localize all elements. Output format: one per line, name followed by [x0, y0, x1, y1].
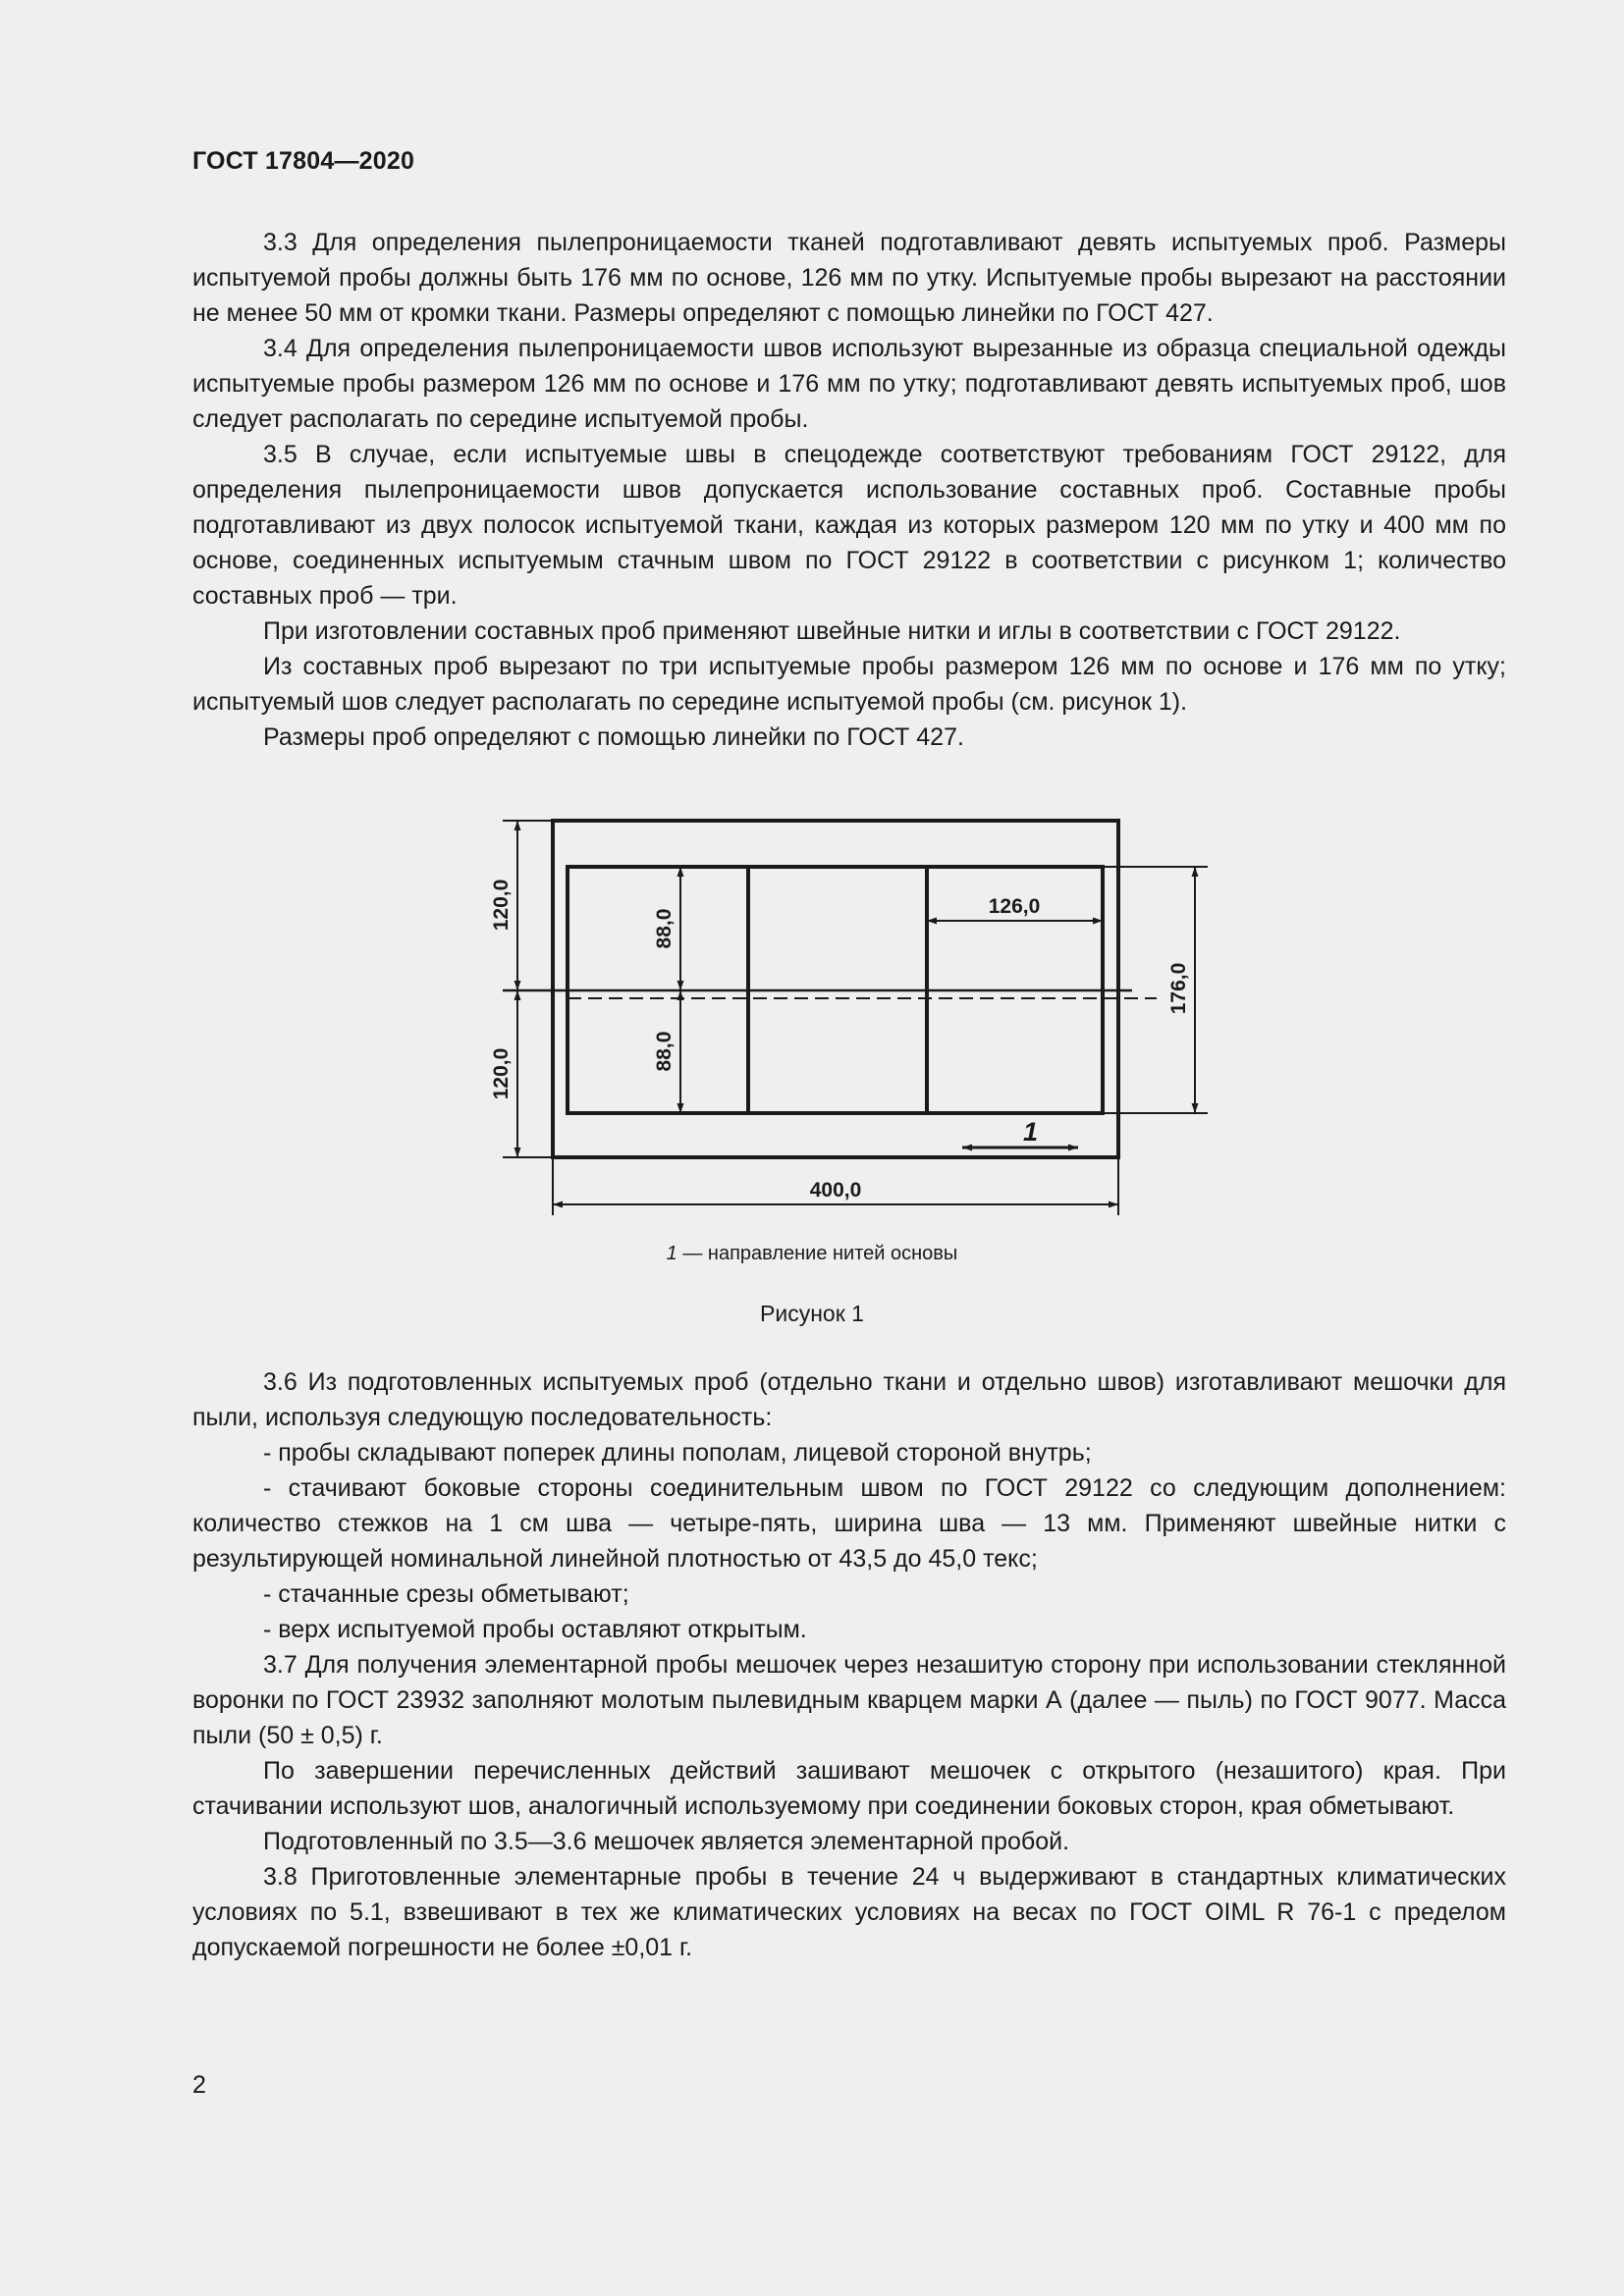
paragraph-3-4: 3.4 Для определения пылепроницаемости швов используют вырезанные из образца специальной одежды испытуемые пробы размером 126 мм по основе и 176 мм по утку; подготавливают девять испытуемых проб, шов следует располагать по середине испытуемой пробы.: [192, 335, 1506, 433]
page-number: 2: [192, 2071, 206, 2099]
figure-legend: [0, 1243, 1624, 1265]
figure-caption: Рисунок 1: [760, 1301, 864, 1326]
paragraph-3-6: 3.6 Из подготовленных испытуемых проб (отдельно ткани и отдельно швов) изготавливают мешочки для пыли, используя следующую последовательность:: [192, 1368, 1506, 1431]
list-item-overcast: - стачанные срезы обметывают;: [263, 1580, 629, 1608]
paragraph-elementary-sample: Подготовленный по 3.5—3.6 мешочек является элементарной пробой.: [263, 1828, 1070, 1855]
dimension-label-left-top: 120,0: [490, 879, 513, 932]
text-block-top: [192, 225, 1506, 755]
dimension-label-sample-height: 176,0: [1167, 962, 1190, 1015]
legend-text: — направление нитей основы: [677, 1243, 958, 1264]
legend-number: 1: [666, 1243, 677, 1264]
paragraph-threads: При изготовлении составных проб применяют швейные нитки и иглы в соответствии с ГОСТ 29122.: [263, 617, 1401, 645]
list-item-fold: - пробы складывают поперек длины пополам, лицевой стороной внутрь;: [263, 1439, 1092, 1467]
dimension-label-inner-bottom: 88,0: [653, 1031, 676, 1072]
dimension-label-total-width: 400,0: [809, 1179, 862, 1201]
paragraph-3-8: 3.8 Приготовленные элементарные пробы в течение 24 ч выдерживают в стандартных климатических условиях по 5.1, взвешивают в тех же климатических условиях на весах по ГОСТ OIML R 76-1 с пределом допускаемой погрешности не более ±0,01 г.: [192, 1863, 1506, 1961]
figure-1-diagram: [481, 811, 1227, 1223]
paragraph-3-3: 3.3 Для определения пылепроницаемости тканей подготавливают девять испытуемых проб. Размеры испытуемой пробы должны быть 176 мм по основе, 126 мм по утку. Испытуемые пробы вырезают на расстоянии не менее 50 мм от кромки ткани. Размеры определяют с помощью линейки по ГОСТ 427.: [192, 229, 1506, 327]
warp-direction-marker: 1: [1023, 1117, 1039, 1147]
text-block-bottom: [192, 1364, 1506, 1965]
paragraph-sew-closed: По завершении перечисленных действий зашивают мешочек с открытого (незашитого) края. При стачивании используют шов, аналогичный используемому при соединении боковых сторон, края обметывают.: [192, 1757, 1506, 1820]
list-item-stitch: - стачивают боковые стороны соединительным швом по ГОСТ 29122 со следующим дополнением: количество стежков на 1 см шва — четыре-пять, ширина шва — 13 мм. Применяют швейные нитки с результирующей номинальной линейной плотностью от 43,5 до 45,0 текс;: [192, 1474, 1506, 1573]
paragraph-ruler: Размеры проб определяют с помощью линейки по ГОСТ 427.: [263, 723, 964, 751]
dimension-label-sample-width: 126,0: [988, 895, 1041, 918]
paragraph-3-7: 3.7 Для получения элементарной пробы мешочек через незашитую сторону при использовании стеклянной воронки по ГОСТ 23932 заполняют молотым пылевидным кварцем марки А (далее — пыль) по ГОСТ 9077. Масса пыли (50 ± 0,5) г.: [192, 1651, 1506, 1749]
dimension-label-inner-top: 88,0: [653, 908, 676, 949]
list-item-top-open: - верх испытуемой пробы оставляют открытым.: [263, 1616, 807, 1643]
composite-sample-outline: [553, 821, 1118, 1157]
document-header: ГОСТ 17804—2020: [192, 147, 415, 175]
paragraph-3-5: 3.5 В случае, если испытуемые швы в спецодежде соответствуют требованиям ГОСТ 29122, для определения пылепроницаемости швов допускается использование составных проб. Составные пробы подготавливают из двух полосок испытуемой ткани, каждая из которых размером 120 мм по утку и 400 мм по основе, соединенных испытуемым стачным швом по ГОСТ 29122 в соответствии с рисунком 1; количество составных проб — три.: [192, 441, 1506, 610]
paragraph-cut-samples: Из составных проб вырезают по три испытуемые пробы размером 126 мм по основе и 176 мм по утку; испытуемый шов следует располагать по середине испытуемой пробы (см. рисунок 1).: [192, 653, 1506, 716]
dimension-label-left-bottom: 120,0: [490, 1047, 513, 1100]
